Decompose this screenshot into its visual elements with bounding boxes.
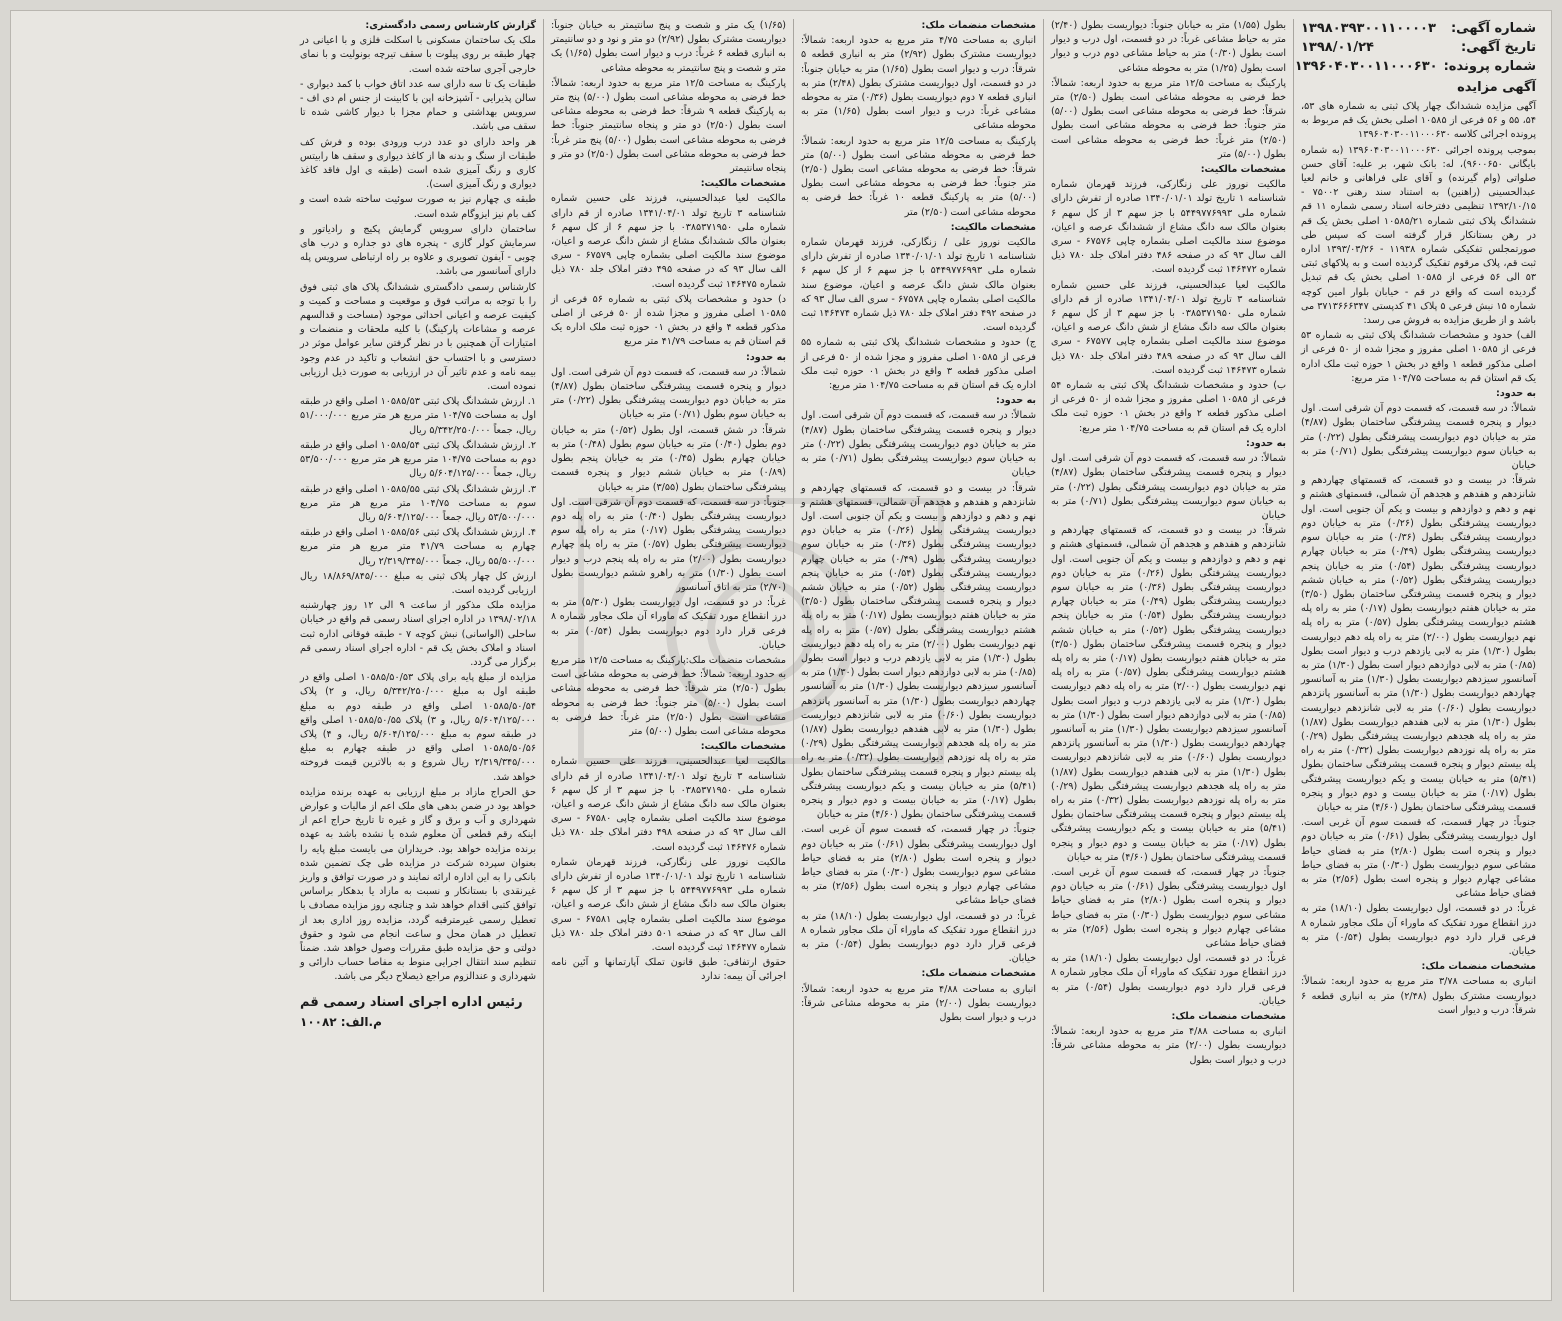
paragraph: شرقاً: در شش قسمت، اول بطول (۰/۵۲) متر به خیابان دوم بطول (۰/۴۰) متر به خیابان سوم بطول (۰/۴۸) متر به خیابان چهارم بطول (۰/۴۵) متر به خیابان پنجم بطول (۰/۸۹) متر به خیابان ششم دیوار و پنجره قسمت پیشرفتگی ساختمان بطول (۳/۵۵) متر به خیابان (551, 424, 787, 493)
paragraph: مزایده ملک مذکور از ساعت ۹ الی ۱۲ روز چهارشنبه ۱۳۹۸/۰۲/۱۸ در اداره اجرای اسناد رسمی قم واقع در خیابان ساحلی (الواسانی) نبش کوچه ۷ - طبقه فوقانی اداره ثبت اسناد و املاک بخش یک قم - اداره اجرای اسناد رسمی قم برگزار می گردد. (300, 600, 536, 668)
paragraph: به حدود: (1246, 437, 1286, 449)
paragraph: انباری به مساحت ۴/۸۸ متر مربع به حدود اربعه: شمالاً: دیواریست بطول (۲/۰۰) متر به محوطه مشاعی شرقاً: درب و دیوار است بطول (801, 983, 1037, 1024)
paragraph: جنوباً: در چهار قسمت، که قسمت سوم آن غربی است. اول دیواریست پیشرفتگی بطول (۰/۶۱) متر به خیابان دوم دیوار و پنجره است بطول (۲/۸۰) متر به فضای حیاط مشاعی سوم دیواریست بطول (۰/۳۰) متر به فضای حیاط مشاعی چهارم دیوار و پنجره است بطول (۲/۵۶) متر به فضای حیاط مشاعی (801, 824, 1037, 907)
paragraph: شرقاً: در بیست و دو قسمت، که قسمتهای چهاردهم و شانزدهم و هفدهم و هجدهم آن شمالی، قسمتهای هشتم و نهم و دهم و دوازدهم و بیست و یکم آن جنوبی است. اول دیواریست پیشرفتگی بطول (۰/۲۶) متر به خیابان دوم دیواریست پیشرفتگی بطول (۰/۳۶) متر به خیابان سوم دیواریست پیشرفتگی بطول (۰/۴۹) متر به خیابان چهارم دیواریست پیشرفتگی بطول (۰/۵۴) متر به خیابان پنجم دیواریست پیشرفتگی بطول (۰/۵۲) متر به خیابان ششم دیوار و پنجره قسمت پیشرفتگی ساختمان بطول (۳/۵۰) متر به خیابان هفتم دیواریست بطول (۰/۱۷) متر به راه پله هشتم دیواریست پیشرفتگی بطول (۰/۵۷) متر به راه پله نهم دیواریست بطول (۲/۰۰) متر به راه پله دهم دیواریست بطول (۱/۳۰) متر به لابی یازدهم درب و دیوار است بطول (۰/۸۵) متر به لابی دوازدهم دیوار است بطول (۱/۳۰) متر به آسانسور سیزدهم دیواریست بطول (۱/۳۰) متر به آسانسور چهاردهم دیواریست بطول (۱/۳۰) متر به آسانسور پانزدهم دیواریست بطول (۰/۶۰) متر به لابی شانزدهم دیواریست بطول (۱/۳۰) متر به لابی هفدهم دیواریست بطول (۱/۸۷) متر به راه پله هجدهم دیواریست پیشرفتگی بطول (۰/۲۹) متر به راه پله نوزدهم دیواریست بطول (۰/۳۲) متر به راه پله بیستم دیوار و پنجره قسمت پیشرفتگی ساختمان بطول (۵/۴۱) متر به خیابان بیست و یکم دیواریست پیشرفتگی بطول (۰/۱۷) متر به خیابان بیست و دوم دیوار و پنجره قسمت پیشرفتگی ساختمان بطول (۴/۶۰) متر به خیابان (1300, 475, 1537, 813)
paragraph: انباری به مساحت ۳/۷۸ متر مربع به حدود اربعه: شمالاً: دیواریست مشترک بطول (۲/۴۸) متر به انباری قطعه ۶ شرقاً: درب و دیوار است (1301, 976, 1537, 1016)
paragraph: مشخصات مالکیت: (700, 741, 786, 753)
newspaper-page (10, 10, 1552, 1301)
paragraph: ب) حدود و مشخصات ششدانگ پلاک ثبتی به شماره ۵۴ فرعی از ۱۰۵۸۵ اصلی مفروز و مجزا شده از ۵۰ فرعی از اصلی مذکور قطعه ۲ واقع در بخش ۰۱ حوزه ثبت ملک اداره یک قم استان قم به مساحت ۱۰۴/۷۵ متر مربع: (1051, 380, 1286, 434)
paragraph: پارکینگ به مساحت ۱۲/۵ متر مربع به حدود اربعه: شمالاً: خط فرضی به محوطه مشاعی است بطول (۵/۰۰) پنج متر به پارکینگ قطعه ۹ شرقاً: خط فرضی به محوطه مشاعی است بطول (۲/۵۰) دو متر و پنجاه سانتیمتر جنوباً: خط فرضی به محوطه مشاعی است بطول (۵/۰۰) پنج متر غرباً: خط فرضی به محوطه مشاعی است بطول (۲/۵۰) دو متر و پنجاه سانتیمتر (551, 77, 786, 175)
paragraph: مالکیت لعیا عبدالحسینی، فرزند علی حسین شماره شناسنامه ۳ تاریخ تولد ۱۳۴۱/۰۴/۰۱ صادره از قم دارای شماره ملی ۰۳۸۵۳۷۱۹۵۰ با جز سهم ۶ از کل سهم ۶ بعنوان مالک ششدانگ مشاع از شش دانگ عرصه و اعیان، موضوع سند مالکیت اصلی بشماره چاپی ۶۷۵۷۹ - سری الف سال ۹۳ که در صفحه ۴۹۵ دفتر املاک جلد ۷۸۰ ذیل شماره ۱۴۶۴۷۵ ثبت گردیده است. (551, 193, 787, 290)
paragraph: جنوباً: در چهار قسمت، که قسمت سوم آن غربی است. اول دیواریست پیشرفتگی بطول (۰/۶۱) متر به خیابان دوم دیوار و پنجره است بطول (۲/۸۰) متر به فضای حیاط مشاعی سوم دیواریست بطول (۰/۳۰) متر به فضای حیاط مشاعی چهارم دیوار و پنجره است بطول (۲/۵۶) متر به فضای حیاط مشاعی (1051, 866, 1287, 949)
paragraph: مزایده از مبلغ پایه برای پلاک ۱۰۵۸۵/۵۰/۵۳ اصلی واقع در طبقه اول به مبلغ ۵/۳۴۲/۲۵۰/۰۰۰ ریال، و ۲) پلاک ۱۰۵۸۵/۵۰/۵۴ اصلی واقع در طبقه دوم به مبلغ ۵/۶۰۴/۱۲۵/۰۰۰ ریال، و ۳) پلاک ۱۰۵۸۵/۵۰/۵۵ اصلی واقع در طبقه سوم به مبلغ ۵/۶۰۴/۱۲۵/۰۰۰ ریال، و ۴) پلاک ۱۰۵۸۵/۵۰/۵۶ اصلی واقع در طبقه چهارم به مبلغ ۲/۳۱۹/۳۴۵/۰۰۰ ریال شروع و به بالاترین قیمت فروخته خواهد شد. (300, 672, 536, 783)
paragraph: غرباً: در دو قسمت، اول دیواریست بطول (۱۸/۱۰) متر به درز انقطاع مورد تفکیک که ماوراء آن ملک مجاور شماره ۸ فرعی قرار دارد دوم دیواریست بطول (۰/۵۴) متر به خیابان. (1301, 903, 1536, 957)
paragraph: مشخصات منضمات ملک: (1171, 1011, 1286, 1023)
case-number: ۱۳۹۶۰۴۰۳۰۰۱۱۰۰۰۶۳۰ (1294, 59, 1438, 74)
case-number-line (1294, 57, 1536, 76)
paragraph: به حدود: (1496, 388, 1536, 400)
paragraph: طبقه ی چهارم نیز به صورت سوئیت ساخته شده است و کف بام نیز ایزوگام شده است. (300, 194, 536, 220)
paragraph: مشخصات مالکیت: (950, 221, 1036, 233)
paragraph: غرباً: در دو قسمت، اول دیواریست بطول (۵/۳۰) متر به درز انقطاع مورد تفکیک که ماوراء آن ملک مجاور شماره ۸ فرعی قرار دارد دوم دیواریست بطول (۰/۵۴) متر به خیابان. (551, 597, 787, 651)
paragraph: غرباً: در دو قسمت، اول دیواریست بطول (۱۸/۱۰) متر به درز انقطاع مورد تفکیک که ماوراء آن ملک مجاور شماره ۸ فرعی قرار دارد دوم دیواریست بطول (۰/۵۴) متر به خیابان. (1051, 953, 1286, 1007)
paragraph: هر واحد دارای دو عدد درب ورودی بوده و فرش کف طبقات از سنگ و بدنه ها از کاغذ دیواری و سقف ها رابیتس کاری و رنگ آمیزی شده است (طبقه ی اول فاقد کاغذ دیواری و رنگ آمیزی است). (300, 136, 536, 191)
paragraph: حقوق ارتفاقی: طبق قانون تملک آپارتمانها و آئین نامه اجرائی آن بیمه: ندارد (551, 957, 786, 983)
paragraph: بموجب پرونده اجرائی ۱۳۹۶۰۴۰۳۰۰۱۱۰۰۰۶۳۰ (به شماره بایگانی ۹۶۰۰۶۵۰)، له: بانک شهر، بر علیه: آقای حسن صلواتی (وام گیرنده) و آقای علی فراهانی و خانم لعیا عبدالحسینی (راهنین) به استناد سند رهنی ۷۵۰۰۲ - ۱۳۹۲/۱۰/۱۵ تنظیمی دفترخانه اسناد رسمی شماره ۱۱ قم ششدانگ پلاک ثبتی شماره ۱۰۵۸۵/۲۱ اصلی بخش یک قم در رهن بستانکار قرار گرفته است که سپس طی صورتمجلس تفکیکی شماره ۱۱۹۳۸ - ۱۳۹۳/۰۳/۲۶ اداره ثبت قم، پلاک مرقوم تفکیک گردیده است و به پلاکهای ثبتی ۵۳ الی ۵۶ فرعی از ۱۰۵۸۵ اصلی بخش یک قم تبدیل گردیده است که واقع در قم - خیابان بلوار امین کوچه شماره ۱۵ نبش فرعی ۵ پلاک ۴۱ کدپستی ۳۷۱۳۶۶۶۳۴۷ می باشد و از طریق مزایده به فروش می رسد: (1301, 144, 1537, 327)
column-1 (1293, 19, 1543, 1292)
column-4 (543, 19, 793, 1292)
ad-code: م.الف: ۱۰۰۸۲ (300, 1014, 382, 1029)
ad-number-line (1301, 19, 1536, 38)
paragraph: پارکینگ به مساحت ۱۲/۵ متر مربع به حدود اربعه: شمالاً: خط فرضی به محوطه مشاعی است بطول (۲/۵۰) متر شرقاً: خط فرضی به محوطه مشاعی است بطول (۵/۰۰) متر جنوباً: خط فرضی به محوطه مشاعی است بطول (۲/۵۰) متر غرباً: خط فرضی به محوطه مشاعی است بطول (۵/۰۰) متر (1051, 77, 1286, 160)
paragraph: الف) حدود و مشخصات ششدانگ پلاک ثبتی به شماره ۵۳ فرعی از ۱۰۵۸۵ اصلی مفروز و مجزا شده از ۵۰ فرعی از اصلی مذکور قطعه ۱ واقع در بخش ۱ حوزه ثبت ملک اداره یک قم استان قم به مساحت ۱۰۴/۷۵ متر مربع: (1301, 330, 1536, 384)
paragraph: جنوباً: در سه قسمت، که قسمت دوم آن شرقی است. اول دیواریست پیشرفتگی بطول (۰/۴۰) متر به راه پله دوم دیواریست پیشرفتگی بطول (۰/۱۷) متر به راه پله سوم دیواریست پیشرفتگی بطول (۰/۵۷) متر به راه پله چهارم دیواریست بطول (۲/۰۰) متر به راه پله پنجم درب و دیوار است بطول (۱/۳۰) متر به راهرو ششم دیواریست بطول (۲/۷۰) متر به اتاق آسانسور (551, 496, 787, 593)
paragraph: شمالاً: در سه قسمت، که قسمت دوم آن شرقی است. اول دیوار و پنجره قسمت پیشرفتگی ساختمان بطول (۴/۸۷) متر به خیابان دوم دیواریست پیشرفتگی بطول (۰/۲۲) متر به خیابان سوم دیواریست پیشرفتگی بطول (۰/۷۱) متر به خیابان (1051, 453, 1287, 521)
paragraph: ملک یک ساختمان مسکونی با اسکلت فلزی و با اعیانی در چهار طبقه بر روی پیلوت با سقف تیرچه بونولیت و با نمای خارجی آجری ساخته شده است. (300, 35, 536, 75)
paragraph: پارکینگ به مساحت ۱۲/۵ متر مربع به حدود اربعه: شمالاً: خط فرضی به محوطه مشاعی است بطول (۵/۰۰) متر شرقاً: خط فرضی به محوطه مشاعی است بطول (۲/۵۰) متر جنوباً: خط فرضی به محوطه مشاعی است بطول (۵/۰۰) متر به پارکینگ قطعه ۱۰ غرباً: خط فرضی به محوطه مشاعی است (۲/۵۰) متر (801, 135, 1036, 218)
paragraph: مالکیت نوروز علی / زنگارکی، فرزند قهرمان شماره شناسنامه ۱ تاریخ تولد ۱۳۴۰/۰۱/۰۱ صادره از تفرش دارای شماره ملی ۵۴۴۹۷۷۶۹۹۳ با جز سهم ۶ از کل سهم ۶ بعنوان مالک شش دانگ عرصه و اعیان، موضوع سند مالکیت اصلی بشماره چاپی ۶۷۵۷۸ - سری الف سال ۹۳ که در صفحه ۴۹۲ دفتر املاک جلد ۷۸۰ ذیل شماره ۱۴۶۴۷۴ ثبت گردیده است. (801, 237, 1036, 334)
paragraph: کارشناس رسمی دادگستری ششدانگ پلاک های ثبتی فوق را با توجه به مراتب فوق و موقعیت و مساحت و کمیت و کیفیت عرصه و اعیانی احداثی موجود (مساحت و قدالسهم عرصه و مشاعات پارکینگ) با کلیه ملحقات و منضمات و امتیازات آن همچنین با در نظر گرفتن سایر عوامل موثر در دسترسی و با احتساب حق انشعاب و تاکید در عدم وجود بیمه نامه و عدم تاثیر آن در ارزیابی به صورت ذیل ارزیابی نموده است. (300, 281, 536, 393)
paragraph: آگهی مزایده ششدانگ چهار پلاک ثبتی به شماره های ۵۳، ۵۴، ۵۵ و ۵۶ فرعی از ۱۰۵۸۵ اصلی بخش یک قم مربوط به پرونده اجرائی کلاسه ۱۳۹۶۰۴۰۳۰۰۱۱۰۰۰۶۳۰ (1301, 101, 1536, 141)
paragraph: ۴. ارزش ششدانگ پلاک ثبتی ۱۰۵۸۵/۵۶ اصلی واقع در طبقه چهارم به مساحت ۴۱/۷۹ متر مربع هر متر مربع ۵۵/۵۰۰/۰۰۰ ریال، جمعاً ۲/۳۱۹/۳۴۵/۰۰۰ ریال (299, 527, 536, 567)
paragraph: غرباً: در دو قسمت، اول دیواریست بطول (۱۸/۱۰) متر به درز انقطاع مورد تفکیک که ماوراء آن ملک مجاور شماره ۸ فرعی قرار دارد دوم دیواریست بطول (۰/۵۴) متر به خیابان. (801, 910, 1036, 965)
paragraph: ۲. ارزش ششدانگ پلاک ثبتی ۱۰۵۸۵/۵۴ اصلی واقع در طبقه دوم به مساحت ۱۰۴/۷۵ متر مربع هر متر مربع ۵۳/۵۰۰/۰۰۰ ریال، جمعاً ۵/۶۰۴/۱۲۵/۰۰۰ ریال (299, 439, 536, 480)
paragraph: شرقاً: در بیست و دو قسمت، که قسمتهای چهاردهم و شانزدهم و هفدهم و هجدهم آن شمالی، قسمتهای هشتم و نهم و دهم و دوازدهم و بیست و یکم آن جنوبی است. اول دیواریست پیشرفتگی بطول (۰/۲۶) متر به خیابان دوم دیواریست پیشرفتگی بطول (۰/۳۶) متر به خیابان سوم دیواریست پیشرفتگی بطول (۰/۴۹) متر به خیابان چهارم دیواریست پیشرفتگی بطول (۰/۵۴) متر به خیابان پنجم دیواریست پیشرفتگی بطول (۰/۵۲) متر به خیابان ششم دیوار و پنجره قسمت پیشرفتگی ساختمان بطول (۳/۵۰) متر به خیابان هفتم دیواریست بطول (۰/۱۷) متر به راه پله هشتم دیواریست پیشرفتگی بطول (۰/۵۷) متر به راه پله نهم دیواریست بطول (۲/۰۰) متر به راه پله دهم دیواریست بطول (۱/۳۰) متر به لابی یازدهم درب و دیوار است بطول (۰/۸۵) متر به لابی دوازدهم دیوار است بطول (۱/۳۰) متر به آسانسور سیزدهم دیواریست بطول (۱/۳۰) متر به آسانسور چهاردهم دیواریست بطول (۱/۳۰) متر به آسانسور پانزدهم دیواریست بطول (۰/۶۰) متر به لابی شانزدهم دیواریست بطول (۱/۳۰) متر به لابی هفدهم دیواریست بطول (۱/۸۷) متر به راه پله هجدهم دیواریست پیشرفتگی بطول (۰/۲۹) متر به راه پله نوزدهم دیواریست بطول (۰/۳۲) متر به راه پله بیستم دیوار و پنجره قسمت پیشرفتگی ساختمان بطول (۵/۴۱) متر به خیابان بیست و یکم دیواریست پیشرفتگی بطول (۰/۱۷) متر به خیابان بیست و دوم دیوار و پنجره قسمت پیشرفتگی ساختمان بطول (۴/۶۰) متر به خیابان (800, 482, 1037, 821)
column-5 (293, 19, 543, 1292)
paragraph: شرقاً: در بیست و دو قسمت، که قسمتهای چهاردهم و شانزدهم و هفدهم و هجدهم آن شمالی، قسمتهای هشتم و نهم و دهم و دوازدهم و بیست و یکم آن جنوبی است. اول دیواریست پیشرفتگی بطول (۰/۲۶) متر به خیابان دوم دیواریست پیشرفتگی بطول (۰/۳۶) متر به خیابان سوم دیواریست پیشرفتگی بطول (۰/۴۹) متر به خیابان چهارم دیواریست پیشرفتگی بطول (۰/۵۴) متر به خیابان پنجم دیواریست پیشرفتگی بطول (۰/۵۲) متر به خیابان ششم دیوار و پنجره قسمت پیشرفتگی ساختمان بطول (۳/۵۰) متر به خیابان هفتم دیواریست بطول (۰/۱۷) متر به راه پله هشتم دیواریست پیشرفتگی بطول (۰/۵۷) متر به راه پله نهم دیواریست بطول (۲/۰۰) متر به راه پله دهم دیواریست بطول (۱/۳۰) متر به لابی یازدهم درب و دیوار است بطول (۰/۸۵) متر به لابی دوازدهم دیوار است بطول (۱/۳۰) متر به آسانسور سیزدهم دیواریست بطول (۱/۳۰) متر به آسانسور چهاردهم دیواریست بطول (۱/۳۰) متر به آسانسور پانزدهم دیواریست بطول (۰/۶۰) متر به لابی شانزدهم دیواریست بطول (۱/۳۰) متر به لابی هفدهم دیواریست بطول (۱/۸۷) متر به راه پله هجدهم دیواریست پیشرفتگی بطول (۰/۲۹) متر به راه پله نوزدهم دیواریست بطول (۰/۳۲) متر به راه پله بیستم دیوار و پنجره قسمت پیشرفتگی ساختمان بطول (۵/۴۱) متر به خیابان بیست و یکم دیواریست پیشرفتگی بطول (۰/۱۷) متر به خیابان بیست و دوم دیوار و پنجره قسمت پیشرفتگی ساختمان بطول (۴/۶۰) متر به خیابان (1050, 525, 1287, 863)
paragraph: ۱. ارزش ششدانگ پلاک ثبتی ۱۰۵۸۵/۵۳ اصلی واقع در طبقه اول به مساحت ۱۰۴/۷۵ متر مربع هر متر مربع ۵۱/۰۰۰/۰۰۰ ریال، جمعاً ۵/۳۴۲/۲۵۰/۰۰۰ ریال (299, 396, 536, 436)
column-3 (793, 19, 1043, 1292)
ad-columns (19, 19, 1543, 1292)
paragraph: انباری به مساحت ۴/۷۵ متر مربع به حدود اربعه: شمالاً: دیواریست مشترک بطول (۲/۹۲) متر به انباری قطعه ۵ شرقاً: درب و دیوار است بطول (۱/۶۵) متر به خیابان جنوباً: در دو قسمت، اول دیواریست مشترک بطول (۲/۴۸) متر به انباری قطعه ۷ دوم دیواریست بطول (۰/۳۶) متر به محوطه مشاعی غرباً: درب و دیوار است بطول (۱/۶۵) متر به محوطه مشاعی (801, 35, 1037, 132)
paragraph: مالکیت نوروز علی زنگارکی، فرزند قهرمان شماره شناسنامه ۱ تاریخ تولد ۱۳۴۰/۰۱/۰۱ صادره از تفرش دارای شماره ملی ۵۴۴۹۷۷۶۹۹۳ با جز سهم ۳ از کل سهم ۶ بعنوان مالک سه دانگ مشاع از ششدانگ عرصه و اعیان، موضوع سند مالکیت اصلی بشماره چاپی ۶۷۵۷۶ - سری الف سال ۹۳ که در صفحه ۴۸۶ دفتر املاک جلد ۷۸۰ ذیل شماره ۱۴۶۴۷۲ ثبت گردیده است. (1051, 179, 1286, 276)
paragraph: مالکیت لعیا عبدالحسینی، فرزند علی حسین شماره شناسنامه ۳ تاریخ تولد ۱۳۴۱/۰۴/۰۱ صادره از قم دارای شماره ملی ۰۳۸۵۳۷۱۹۵۰ با جز سهم ۳ از کل سهم ۶ بعنوان مالک سه دانگ مشاع از شش دانگ عرصه و اعیان، موضوع سند مالکیت اصلی بشماره چاپی ۶۷۵۷۷ - سری الف سال ۹۳ که در صفحه ۴۸۹ دفتر املاک جلد ۷۸۰ ذیل شماره ۱۴۶۴۷۳ ثبت گردیده است. (1051, 279, 1287, 376)
paragraph: ۳. ارزش ششدانگ پلاک ثبتی ۱۰۵۸۵/۵۵ اصلی واقع در طبقه سوم به مساحت ۱۰۴/۷۵ متر مربع هر متر مربع ۵۳/۵۰۰/۰۰۰ ریال، جمعاً ۵/۶۰۴/۱۲۵/۰۰۰ ریال (299, 483, 536, 523)
ad-number: ۱۳۹۸۰۳۹۳۰۰۱۱۰۰۰۰۳ (1301, 21, 1436, 36)
paragraph: مشخصات منضمات ملک: (921, 968, 1036, 980)
paragraph: مشخصات مالکیت: (1200, 164, 1286, 176)
paragraph: به حدود: (746, 351, 786, 363)
paragraph: مشخصات منضمات ملک:پارکینگ به مساحت ۱۲/۵ متر مربع به حدود اربعه: شمالاً: خط فرضی به محوطه مشاعی است بطول (۲/۵۰) متر شرقاً: خط فرضی به محوطه مشاعی است بطول (۵/۰۰) متر جنوباً: خط فرضی به محوطه مشاعی است بطول (۲/۵۰) متر غرباً: خط فرضی به محوطه مشاعی است بطول (۵/۰۰) متر (551, 654, 787, 737)
paragraph: حق الحراج مازاد بر مبلغ ارزیابی به عهده برنده مزایده خواهد بود در ضمن بدهی های ملک اعم از مالیات و عوارض شهرداری و آب و برق و گاز و غیره تا تاریخ حراج اعم از اینکه رقم قطعی آن معلوم شده یا نشده باشد به عهده برنده مزایده خواهد بود. خریداران می بایست مبلغ پایه را بعنوان سپرده شرکت در مزایده طی چک تضمین شده بانکی را به این اداره ارائه نمایند و در صورت توافق و واریز غیرنقدی با بستانکار و نسبت به مازاد یا بدهکار براساس توافق کتبی اقدام خواهد شد و چنانچه روز مزایده مصادف با تعطیل رسمی غیرمترقبه گردد، مزایده روز اداری بعد از تعطیل در همان محل و ساعت انجام می شود و حقوق دولتی و حق مزایده طبق مقررات وصول خواهد شد. ضمناً تنظیم سند انتقال اجرایی منوط به مفاصا حساب دارائی و شهرداری و عندالزوم مراجع ذیصلاح دیگر می باشد. (300, 786, 536, 983)
paragraph: شمالاً: در سه قسمت، که قسمت دوم آن شرقی است. اول دیوار و پنجره قسمت پیشرفتگی ساختمان بطول (۴/۸۷) متر به خیابان دوم دیواریست پیشرفتگی بطول (۰/۲۲) متر به خیابان سوم دیواریست پیشرفتگی بطول (۰/۷۱) متر به خیابان (801, 410, 1037, 479)
case-number-label: شماره پرونده: (1443, 59, 1536, 74)
paragraph: بطول (۱/۵۵) متر به خیابان جنوباً: دیواریست بطول (۲/۴۰) متر به حیاط مشاعی غرباً: در دو قسمت، اول درب و دیوار است بطول (۰/۳۰) متر به حیاط مشاعی دوم درب و دیوار است بطول (۱/۲۵) متر به محوطه مشاعی (1051, 20, 1287, 74)
ad-date: ۱۳۹۸/۰۱/۲۴ (1301, 40, 1374, 55)
column-2 (1043, 19, 1293, 1292)
paragraph: شمالاً: در سه قسمت، که قسمت دوم آن شرقی است. اول دیوار و پنجره قسمت پیشرفتگی ساختمان بطول (۴/۸۷) متر به خیابان دوم دیواریست پیشرفتگی بطول (۰/۲۲) متر به خیابان سوم دیواریست پیشرفتگی بطول (۰/۷۱) متر به خیابان (1301, 403, 1537, 472)
paragraph: مالکیت نوروز علی زنگارکی، فرزند قهرمان شماره شناسنامه ۱ تاریخ تولد ۱۳۴۰/۰۱/۰۱ صادره از تفرش دارای شماره ملی ۵۴۴۹۷۷۶۹۹۳ با جز سهم ۳ از کل سهم ۶ بعنوان مالک سه دانگ مشاع از شش دانگ عرصه و اعیان، موضوع سند مالکیت اصلی بشماره چاپی ۶۷۵۸۱ - سری الف سال ۹۳ که در صفحه ۵۰۱ دفتر املاک جلد ۷۸۰ ذیل شماره ۱۴۶۴۷۷ ثبت گردیده است. (551, 856, 786, 953)
paragraph: مشخصات مالکیت: (700, 178, 786, 190)
paragraph: شمالاً: در سه قسمت، که قسمت دوم آن شرقی است. اول دیوار و پنجره قسمت پیشرفتگی ساختمان بطول (۴/۸۷) متر به خیابان دوم دیواریست پیشرفتگی بطول (۰/۲۲) متر به خیابان سوم بطول (۰/۷۱) متر به خیابان (551, 366, 787, 421)
paragraph: طبقات یک تا سه دارای سه عدد اتاق خواب با کمد دیواری - سالن پذیرایی - آشپزخانه اپن با کابینت از جنس ام دی اف - سرویس بهداشتی و حمام مجزا با دیوار کاشی شده تا سقف می باشد. (300, 78, 536, 133)
ad-date-label: تاریخ آگهی: (1461, 40, 1536, 55)
paragraph: به حدود: (996, 395, 1036, 407)
ad-number-label: شماره آگهی: (1450, 21, 1536, 36)
paragraph: جنوباً: در چهار قسمت، که قسمت سوم آن غربی است. اول دیواریست پیشرفتگی بطول (۰/۶۱) متر به خیابان دوم دیوار و پنجره است بطول (۲/۸۰) متر به فضای حیاط مشاعی سوم دیواریست بطول (۰/۳۰) متر به فضای حیاط مشاعی چهارم دیوار و پنجره است بطول (۲/۵۶) متر به فضای حیاط مشاعی (1301, 817, 1537, 900)
paragraph: مشخصات منضمات ملک: (921, 20, 1036, 31)
paragraph: مشخصات منضمات ملک: (1421, 961, 1536, 973)
paragraph: ج) حدود و مشخصات ششدانگ پلاک ثبتی به شماره ۵۵ فرعی از ۱۰۵۸۵ اصلی مفروز و مجزا شده از ۵۰ فرعی از اصلی مذکور قطعه ۳ واقع در بخش ۰۱ حوزه ثبت ملک اداره یک قم استان قم به مساحت ۱۰۴/۷۵ متر مربع: (801, 337, 1036, 392)
paragraph: د) حدود و مشخصات پلاک ثبتی به شماره ۵۶ فرعی از ۱۰۵۸۵ اصلی مفروز و مجزا شده از ۵۰ فرعی از اصلی مذکور قطعه ۴ واقع در بخش ۰۱ حوزه ثبت ملک اداره یک قم استان قم به مساحت ۴۱/۷۹ متر مربع (551, 293, 787, 348)
paragraph: ارزش کل چهار پلاک ثبتی به مبلغ ۱۸/۸۶۹/۸۴۵/۰۰۰ ریال ارزیابی گردیده است. (300, 570, 536, 596)
paragraph: (۱/۶۵) یک متر و شصت و پنج سانتیمتر به خیابان جنوباً: دیواریست مشترک بطول (۲/۹۲) دو متر و نود و دو سانتیمتر به انباری قطعه ۶ غرباً: درب و دیوار است بطول (۱/۶۵) یک متر و شصت و پنج سانتیمتر به محوطه مشاعی (551, 20, 786, 74)
paragraph: گزارش کارشناس رسمی دادگستری: (365, 20, 536, 31)
paragraph: مالکیت لعیا عبدالحسینی، فرزند علی حسین شماره شناسنامه ۳ تاریخ تولد ۱۳۴۱/۰۴/۰۱ صادره از قم دارای شماره ملی ۰۳۸۵۳۷۱۹۵۰ با جز سهم ۳ از کل سهم ۶ بعنوان مالک سه دانگ مشاع از شش دانگ عرصه و اعیان، موضوع سند مالکیت اصلی بشماره چاپی ۶۷۵۸۰ - سری الف سال ۹۳ که در صفحه ۴۹۸ دفتر املاک جلد ۷۸۰ ذیل شماره ۱۴۶۴۷۶ ثبت گردیده است. (551, 756, 787, 853)
ad-title: آگهی مزایده (1457, 80, 1536, 95)
paragraph: ساختمان دارای سرویس گرمایش پکیج و رادیاتور و سرمایش کولر گازی - پنجره های دو جداره و درب های چوبی - آیفون تصویری و علاوه بر راه ارتباطی سرویس پله دارای آسانسور می باشد. (300, 223, 536, 278)
signature: رئیس اداره اجرای اسناد رسمی قم (300, 994, 523, 1010)
ad-date-line (1301, 38, 1536, 57)
paragraph: انباری به مساحت ۴/۸۸ متر مربع به حدود اربعه: شمالاً: دیواریست بطول (۲/۰۰) متر به محوطه مشاعی شرقاً: درب و دیوار است بطول (1051, 1026, 1287, 1066)
